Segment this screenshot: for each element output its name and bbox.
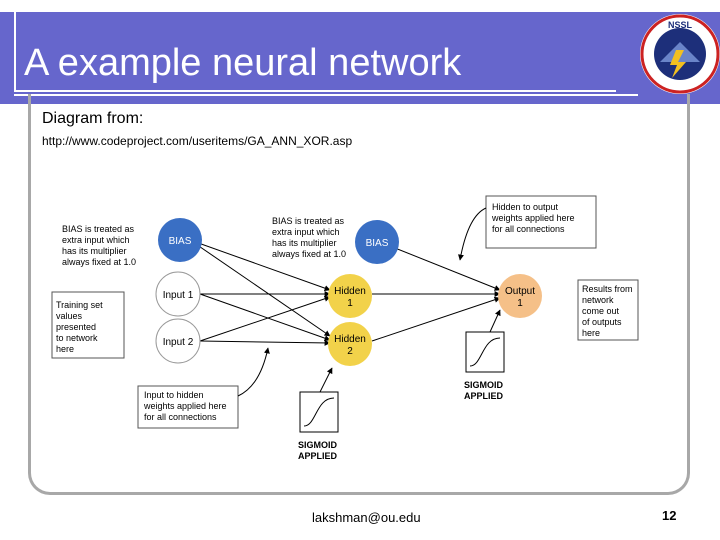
- note-bias-1-line1: BIAS is treated as: [62, 224, 135, 234]
- note-bias-2-line2: extra input which: [272, 227, 340, 237]
- diagram-source-label: Diagram from:: [42, 110, 144, 127]
- output-node-label: Output: [504, 286, 536, 297]
- note-hidden-output-line3: for all connections: [492, 224, 565, 234]
- input-node-1-label: Input 1: [162, 290, 194, 301]
- note-results: [578, 280, 638, 340]
- hidden-node-1-label: Hidden: [334, 286, 366, 297]
- nssl-logo: [638, 12, 720, 96]
- note-results-line4: of outputs: [582, 317, 622, 327]
- note-results-line5: here: [582, 328, 601, 338]
- note-training-line2: values: [56, 311, 83, 321]
- bias-node-1-label: BIAS: [168, 236, 192, 247]
- note-results-line2: network: [582, 295, 614, 305]
- note-results-line1: Results from: [582, 284, 633, 294]
- note-training-line4: to network: [56, 333, 98, 343]
- slide-title: A example neural network: [24, 42, 462, 84]
- note-training-line5: here: [56, 344, 75, 354]
- neural-network-diagram: [50, 186, 650, 466]
- hidden-node-1-index: 1: [347, 298, 353, 309]
- note-input-to-hidden: [138, 348, 268, 428]
- note-bias-1: [62, 224, 136, 267]
- edge-bias2-output: [380, 242, 500, 290]
- sigmoid-box-output: [464, 310, 504, 401]
- input-node-2-label: Input 2: [162, 337, 194, 348]
- note-input-hidden-line2: weights applied here: [144, 401, 227, 411]
- edge-input2-hidden2: [200, 341, 330, 343]
- hidden-node-2-label: Hidden: [334, 334, 366, 345]
- diagram-source-url: http://www.codeproject.com/useritems/GA_ANN_XOR.asp: [42, 134, 353, 148]
- title-bar: [0, 12, 720, 104]
- note-training-set: [52, 292, 124, 358]
- sigmoid-box-hidden: [298, 368, 338, 461]
- edge-input1-hidden2: [200, 294, 330, 340]
- note-bias-2-line3: has its multiplier: [272, 238, 337, 248]
- note-bias-1-line2: extra input which: [62, 235, 130, 245]
- hidden-node-2-index: 2: [347, 346, 353, 357]
- sigmoid-hidden-label1: SIGMOID: [298, 440, 338, 450]
- page-number: 12: [662, 508, 677, 523]
- arrow-sigmoid-output: [490, 310, 500, 332]
- footer-email: lakshman@ou.edu: [312, 510, 421, 525]
- edge-input2-hidden1: [200, 297, 330, 341]
- note-bias-2-line1: BIAS is treated as: [272, 216, 345, 226]
- note-bias-2-line4: always fixed at 1.0: [272, 249, 347, 259]
- note-results-line3: come out: [582, 306, 620, 316]
- note-training-line1: Training set: [56, 300, 103, 310]
- bias-node-2-label: BIAS: [365, 238, 389, 249]
- note-training-line3: presented: [56, 322, 97, 332]
- note-input-hidden-line3: for all connections: [144, 412, 217, 422]
- sigmoid-output-label1: SIGMOID: [464, 380, 504, 390]
- note-bias-2: [272, 216, 346, 259]
- arrow-hidden-output: [460, 208, 486, 260]
- note-hidden-output-line2: weights applied here: [492, 213, 575, 223]
- arrow-sigmoid-hidden: [320, 368, 332, 392]
- output-node-index: 1: [517, 298, 523, 309]
- arrow-input-hidden: [238, 348, 268, 396]
- note-bias-1-line4: always fixed at 1.0: [62, 257, 137, 267]
- note-hidden-output-line1: Hidden to output: [492, 202, 559, 212]
- logo-text: NSSL: [667, 20, 693, 30]
- sigmoid-hidden-label2: APPLIED: [298, 451, 338, 461]
- note-hidden-to-output: [460, 196, 596, 260]
- note-bias-1-line3: has its multiplier: [62, 246, 127, 256]
- sigmoid-output-label2: APPLIED: [464, 391, 504, 401]
- note-input-hidden-line1: Input to hidden: [144, 390, 204, 400]
